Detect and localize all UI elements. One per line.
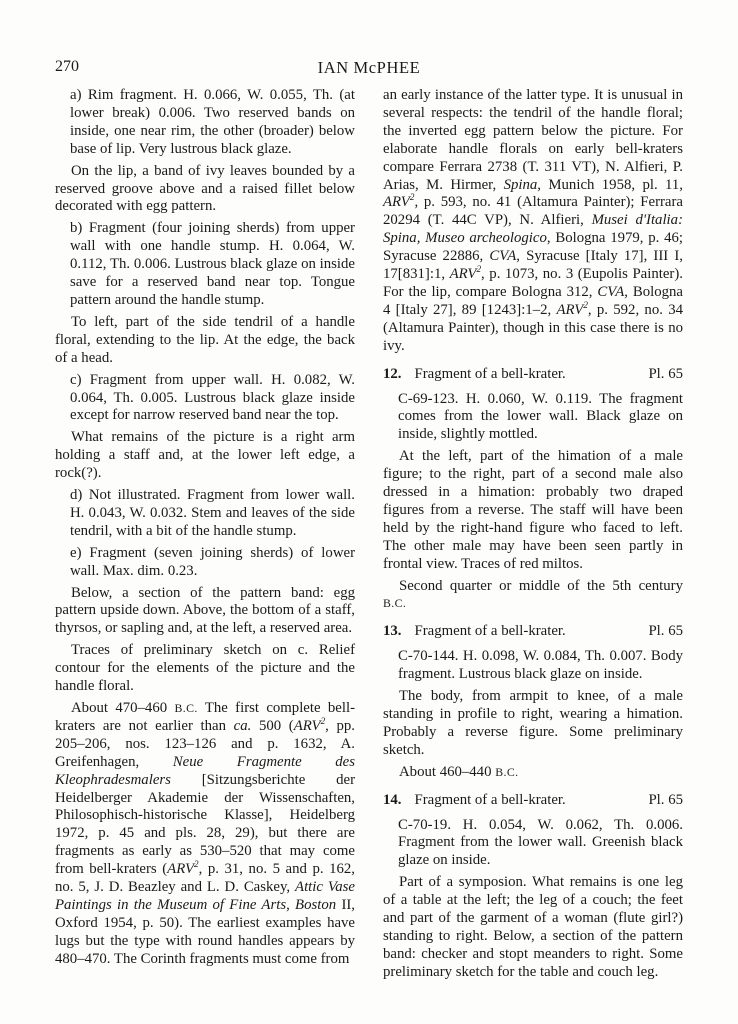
text-segment: 2 (194, 859, 199, 870)
text-segment: On the lip, a band of ivy leaves bounded by a reserved groove above and a raised fillet below decorated with egg pattern. (55, 162, 355, 215)
text-segment: ca. (233, 717, 252, 734)
text-segment: 2 (476, 264, 482, 275)
text-segment: , Bologna 1979, p. 46; Syracuse 22886, (383, 230, 683, 265)
text-segment: 500 ( (251, 717, 294, 734)
running-head: IAN McPHEE (317, 58, 421, 77)
paragraph (383, 874, 683, 981)
right-column (383, 87, 683, 982)
text-columns (55, 87, 683, 982)
entry-number: 14. (383, 791, 402, 808)
text-segment: C-70-144. H. 0.098, W. 0.084, Th. 0.007. Body fragment. Lustrous black glaze on inside. (398, 648, 683, 683)
text-segment: , p. 1073, no. 3 (Eupolis Painter). For the lip, compare Bologna 312, (383, 266, 683, 300)
paragraph (55, 429, 355, 483)
plate-reference: Pl. 65 (648, 365, 683, 382)
text-segment: ARV (449, 266, 477, 283)
text-segment: At the left, part of the himation of a male figure; to the right, part of a second male also dressed in a himation: probably two draped figures from a reverse. The staff will have been held by the right-hand figure who faced to left. The other male may have been seen partly in frontal view. Traces of red miltos. (383, 448, 683, 572)
plate-reference: Pl. 65 (648, 791, 683, 808)
text-segment: 2 (583, 299, 588, 310)
text-segment: C-69-123. H. 0.060, W. 0.119. The fragment comes from the lower wall. Black glaze on inside, slightly mottled. (398, 390, 683, 443)
paragraph (383, 87, 683, 356)
text-segment: C-70-19. H. 0.054, W. 0.062, Th. 0.006. Fragment from the lower wall. Greenish black glaze on inside. (398, 816, 683, 869)
catalog-entry-heading (383, 366, 683, 384)
text-segment: ARV (556, 301, 584, 318)
text-segment: , Syracuse [Italy 17], III I, 17[831]:1, (383, 248, 683, 283)
text-segment: , Bologna 4 [Italy 27], 89 [1243]:1–2, (383, 283, 684, 318)
text-segment: About 470–460 (71, 700, 175, 716)
paragraph (383, 448, 683, 573)
paragraph (70, 220, 355, 310)
text-segment: B.C. (174, 701, 198, 715)
text-segment: , p. 593, no. 41 (Altamura Painter); Ferrara 20294 (T. 44C VP), N. Alfieri, (383, 194, 683, 229)
text-segment: Musei d'Italia: Spina, Museo archeologico (383, 212, 683, 247)
catalog-entry-heading (383, 623, 683, 641)
entry-title: Fragment of a bell-krater. (414, 791, 566, 808)
text-segment: The body, from armpit to knee, of a male standing in profile to right, wearing a himation. Probably a reverse figure. Some preliminary sketch. (383, 688, 683, 758)
paragraph (55, 585, 355, 639)
text-segment: 2 (320, 715, 326, 726)
paragraph (55, 314, 355, 368)
text-segment: CVA (597, 283, 625, 300)
text-segment: ARV (293, 717, 321, 734)
text-segment: , p. 592, no. 34 (Altamura Painter), though in this case there is no ivy. (383, 301, 683, 354)
text-segment: Attic Vase Paintings in the Museum of Fine Arts, Boston (55, 879, 355, 913)
paragraph (70, 545, 355, 581)
text-segment: a) Rim fragment. H. 0.066, W. 0.055, Th. (at lower break) 0.006. Two reserved bands on inside, one near rim, the other (broader) below base of lip. Very lustrous black glaze. (70, 87, 355, 157)
text-segment: Below, a section of the pattern band: egg pattern upside down. Above, the bottom of a staff, thyrsos, or sapling and, at the left, a reserved area. (55, 584, 355, 637)
text-segment: B.C. (495, 764, 519, 779)
text-segment: d) Not illustrated. Fragment from lower wall. H. 0.043, W. 0.032. Stem and leaves of the side tendril, with a bit of the handle stump. (70, 487, 355, 539)
entry-title: Fragment of a bell-krater. (414, 623, 566, 640)
paragraph (55, 163, 355, 217)
text-segment: b) Fragment (four joining sherds) from upper wall with one handle stump. H. 0.064, W. 0.112, Th. 0.006. Lustrous black glaze on inside save for a reserved band near top. Tongue pattern around the handle stump. (70, 220, 355, 308)
paragraph (383, 578, 683, 614)
text-segment: What remains of the picture is a right arm holding a staff and, at the lower left edge, a rock(?). (55, 429, 355, 482)
paragraph (398, 648, 683, 684)
text-segment: 2 (409, 192, 415, 203)
text-segment: e) Fragment (seven joining sherds) of lower wall. Max. dim. 0.23. (70, 544, 355, 579)
text-segment: About 460–440 (399, 763, 496, 780)
text-segment: , Munich 1958, pl. 11, (537, 176, 683, 193)
paragraph (398, 817, 683, 871)
page-number: 270 (55, 58, 79, 75)
text-segment: CVA (489, 248, 517, 265)
paragraph (383, 688, 683, 760)
text-segment: , pp. 205–206, nos. 123–126 and p. 1632, A. Greifenhagen, (55, 717, 355, 770)
text-segment: , p. 31, no. 5 and p. 162, no. 5, J. D. Beazley and L. D. Caskey, (55, 861, 355, 896)
paragraph (55, 642, 355, 696)
text-segment: II, Oxford 1954, p. 50). The earliest examples have lugs but the type with round handles appears by 480–470. The Corinth fragments must come from (55, 896, 355, 967)
paragraph (70, 487, 355, 541)
entry-number: 13. (383, 623, 402, 640)
text-segment: To left, part of the side tendril of a handle floral, extending to the lip. At the edge, the back of a head. (55, 313, 355, 366)
text-segment: c) Fragment from upper wall. H. 0.082, W. 0.064, Th. 0.005. Lustrous black glaze inside except for narrow reserved band near the top. (70, 371, 355, 424)
catalog-entry-heading (383, 792, 683, 810)
text-segment: Traces of preliminary sketch on c. Relief contour for the elements of the picture and the handle floral. (55, 642, 355, 695)
text-segment: ARV (383, 194, 410, 211)
text-segment: an early instance of the latter type. It is unusual in several respects: the tendril of the handle floral; the inverted egg pattern below the picture. For elaborate handle florals on early bell-kraters compare Ferrara 2738 (T. 311 VT), N. Alfieri, P. Arias, M. Hirmer, (383, 87, 683, 193)
text-segment: The first complete bell-kraters are not earlier than (55, 700, 355, 734)
paragraph (383, 764, 683, 782)
entry-number: 12. (383, 365, 402, 382)
text-segment: [Sitzungsberichte der Heidelberger Akademie der Wissenschaften, Philosophisch-historische Klasse], Heidelberg 1972, p. 45 and pls. 28, 29), but there are fragments as early as 530–520 that may come from bell-kraters ( (55, 771, 355, 878)
text-segment: Spina (503, 176, 538, 193)
text-segment: ARV (167, 861, 195, 878)
paragraph (70, 372, 355, 426)
paragraph (70, 87, 355, 159)
paragraph (398, 391, 683, 445)
left-column (55, 87, 355, 982)
plate-reference: Pl. 65 (648, 623, 683, 640)
text-segment: B.C. (383, 596, 407, 611)
text-segment: Second quarter or middle of the 5th century (399, 577, 683, 594)
page-header (55, 58, 683, 78)
entry-title: Fragment of a bell-krater. (414, 365, 566, 382)
paragraph (55, 700, 355, 969)
text-segment: Neue Fragmente des Kleophradesmalers (55, 753, 355, 788)
text-segment: Part of a symposion. What remains is one leg of a table at the left; the leg of a couch; the feet and part of the garment of a woman (flute girl?) standing to right. Below, a section of the pattern band: checker and stopt meanders to right. Some preliminary sketch for the table and couch leg. (383, 874, 683, 980)
